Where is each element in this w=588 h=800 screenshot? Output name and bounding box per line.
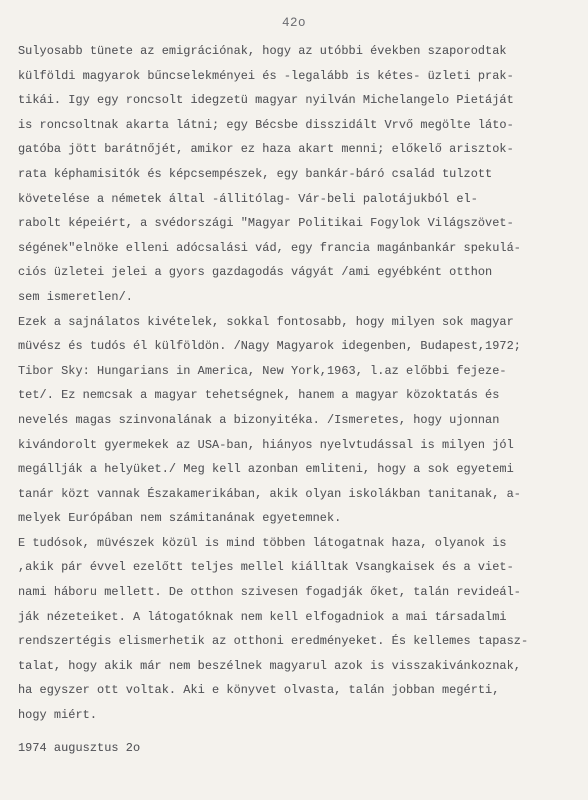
text-line: Tibor Sky: Hungarians in America, New York,1963, l.az előbbi fejeze- — [18, 363, 507, 378]
text-line: sem ismeretlen/. — [18, 289, 133, 304]
text-line: ciós üzletei jelei a gyors gazdagodás vágyát /ami egyébként otthon — [18, 265, 493, 280]
text-line: Ezek a sajnálatos kivételek, sokkal fontosabb, hogy milyen sok magyar — [18, 314, 514, 329]
text-line: tet/. Ez nemcsak a magyar tehetségnek, hanem a magyar közoktatás és — [18, 388, 500, 403]
body-text — [18, 39, 580, 760]
text-line: ják nézeteiket. A látogatóknak nem kell elfogadniok a mai társadalmi — [18, 609, 507, 624]
text-line: nevelés magas szinvonalának a bizonyitéka. /Ismeretes, hogy ujonnan — [18, 412, 500, 427]
text-line: ,akik pár évvel ezelőtt teljes mellel kiálltak Vsangkaisek és a viet- — [18, 560, 514, 575]
text-line: E tudósok, müvészek közül is mind többen látogatnak haza, olyanok is — [18, 535, 507, 550]
text-line: melyek Európában nem számitanának egyetemnek. — [18, 511, 342, 526]
text-line: müvész és tudós él külföldön. /Nagy Magyarok idegenben, Budapest,1972; — [18, 339, 521, 354]
text-line: tanár közt vannak Északamerikában, akik olyan iskolákban tanitanak, a- — [18, 486, 521, 501]
text-line: ha egyszer ott voltak. Aki e könyvet olvasta, talán jobban megérti, — [18, 683, 500, 698]
text-line: megállják a helyüket./ Meg kell azonban emliteni, hogy a sok egyetemi — [18, 462, 514, 477]
text-line: külföldi magyarok bűncselekményei és -legalább is kétes- üzleti prak- — [18, 68, 514, 83]
closing-date: 1974 augusztus 2o — [18, 740, 141, 755]
text-line: követelése a németek által -állitólag- Vár-beli palotájukból el- — [18, 191, 478, 206]
text-line: is roncsoltnak akarta látni; egy Bécsbe disszidált Vrvő megölte láto- — [18, 117, 514, 132]
text-line: gatóba jött barátnőjét, amikor ez haza akart menni; előkelő arisztok- — [18, 142, 514, 157]
text-line: kivándorolt gyermekek az USA-ban, hiányos nyelvtudással is milyen jól — [18, 437, 514, 452]
page-number: 42o — [281, 16, 306, 30]
text-line: tikái. Igy egy roncsolt idegzetü magyar nyilván Michelangelo Pietáját — [18, 93, 514, 108]
text-line: hogy miért. — [18, 708, 98, 723]
text-line: nami háboru mellett. De otthon szivesen fogadják őket, talán revideál- — [18, 585, 521, 600]
text-line: talat, hogy akik már nem beszélnek magyarul azok is visszakivánkoznak, — [18, 658, 521, 673]
text-line: rabolt képeiért, a svédországi "Magyar Politikai Fogylok Világszövet- — [18, 216, 514, 231]
text-line: rata képhamisitók és képcsempészek, egy bankár-báró család tulzott — [18, 166, 493, 181]
text-line: Sulyosabb tünete az emigrációnak, hogy az utóbbi években szaporodtak — [18, 44, 507, 58]
text-line: ségének"elnöke elleni adócsalási vád, egy francia magánbankár spekulá- — [18, 240, 521, 255]
text-line: rendszertégis elismerhetik az otthoni eredményeket. És kellemes tapasz- — [18, 634, 529, 649]
